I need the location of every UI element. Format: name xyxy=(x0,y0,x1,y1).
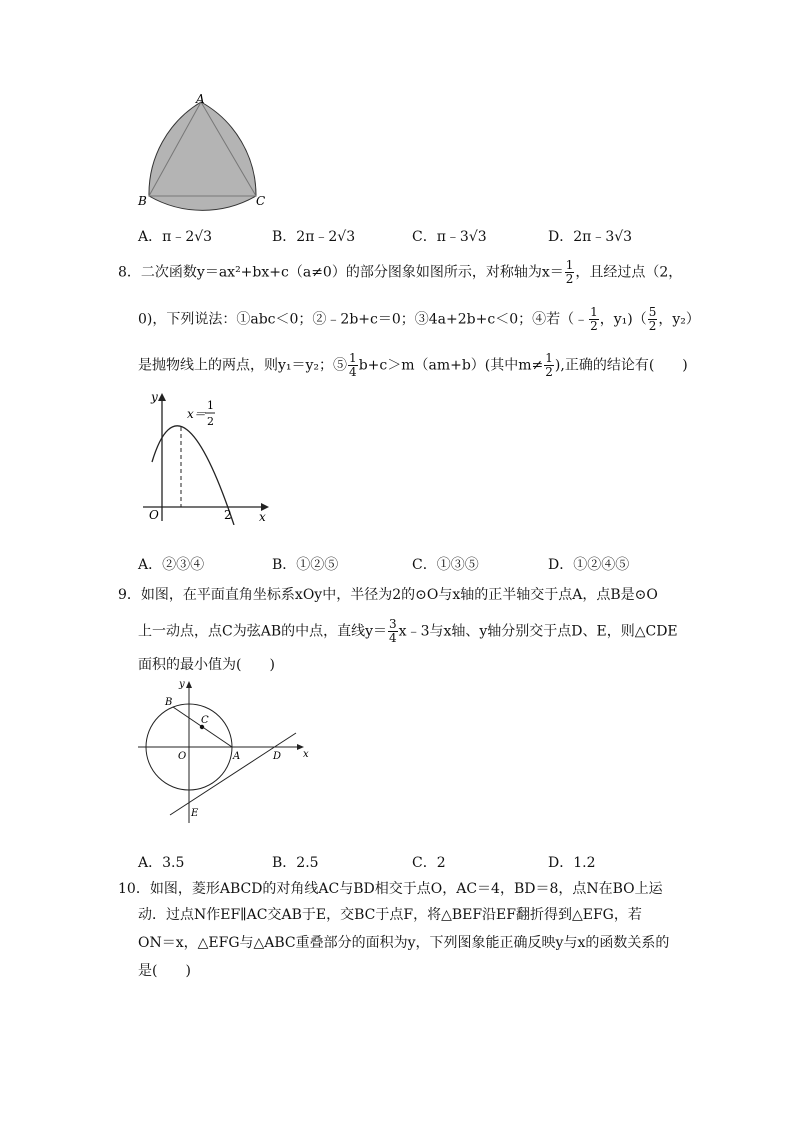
q8-option-c[interactable]: C．①③⑤ xyxy=(412,557,479,573)
q9-line-2: 上一动点，点C为弦AB的中点，直线y＝ $\frac{3}{4}$ x﹣3与x轴、y轴分别交于点D、E，则△CDE xyxy=(138,617,678,645)
label-o: O xyxy=(178,751,187,762)
label-origin: O xyxy=(149,508,159,522)
label-a: A xyxy=(196,92,205,106)
q9-option-c[interactable]: C．2 xyxy=(412,855,446,871)
label-axis-eq: x＝ xyxy=(187,407,206,421)
circle-line-figure xyxy=(130,675,315,825)
label-x: x xyxy=(303,749,309,760)
fraction-one-half: $\frac{1}{2}$ xyxy=(590,305,598,333)
label-b: B xyxy=(165,697,173,708)
q9-option-a[interactable]: A．3.5 xyxy=(138,855,185,871)
q10-line-2: 动．过点N作EF∥AC交AB于E，交BC于点F，将△BEF沿EF翻折得到△EFG，若 xyxy=(138,907,642,923)
label-c: C xyxy=(201,715,209,726)
fraction-three-quarters: $\frac{3}{4}$ xyxy=(389,617,397,645)
parabola-figure xyxy=(135,385,280,525)
label-c: C xyxy=(256,194,266,208)
q8-option-b[interactable]: B．①②⑤ xyxy=(272,557,339,573)
q8-option-d[interactable]: D．①②④⑤ xyxy=(548,557,630,573)
q7-options xyxy=(138,226,698,248)
parabola-curve xyxy=(152,426,234,525)
fraction-five-halves: $\frac{5}{2}$ xyxy=(648,305,657,333)
q9-options xyxy=(138,852,698,874)
label-b: B xyxy=(138,194,147,208)
q9-line-1: 9．如图，在平面直角坐标系xOy中，半径为2的⊙O与x轴的正半轴交于点A，点B是⊙O xyxy=(118,587,658,603)
fraction-one-half: $\frac{1}{2}$ xyxy=(545,351,553,379)
label-two: 2 xyxy=(224,508,232,522)
q8-line-1: 8．二次函数y＝ax²+bx+c（a≠0）的部分图象如图所示，对称轴为x＝ $\frac{1}{2}$ ，且经过点（2， xyxy=(118,258,683,286)
q9-option-b[interactable]: B．2.5 xyxy=(272,855,319,871)
reuleaux-triangle-figure xyxy=(130,90,280,215)
label-d: D xyxy=(273,751,282,762)
q9-line-3: 面积的最小值为( ) xyxy=(138,657,275,673)
q8-line-2: 0)，下列说法：①abc＜0；②﹣2b+c＝0；③4a+2b+c＜0；④若（﹣ $\frac{1}{2}$ ，y₁)（ $\frac{5}{2}$ ，y₂） xyxy=(138,305,700,333)
q8-line-3: 是抛物线上的两点，则y₁＝y₂；⑤ $\frac{1}{4}$ b+c＞m（am+b）(其中m≠ $\frac{1}{2}$ ),正确的结论有( ) xyxy=(138,351,688,379)
label-e: E xyxy=(191,808,199,819)
label-axis-den: 2 xyxy=(207,415,214,428)
q8-number: 8． xyxy=(118,264,141,281)
q7-option-a[interactable]: A．π﹣2√3 xyxy=(138,229,213,245)
q9-option-d[interactable]: D．1.2 xyxy=(548,855,596,871)
q7-option-c[interactable]: C．π﹣3√3 xyxy=(412,229,487,245)
q7-option-d[interactable]: D．2π﹣3√3 xyxy=(548,229,633,245)
label-x: x xyxy=(259,510,266,524)
q9-number: 9． xyxy=(118,587,141,603)
q8-options xyxy=(138,554,698,576)
y-axis-arrow-icon xyxy=(186,681,192,688)
q7-option-b[interactable]: B．2π﹣2√3 xyxy=(272,229,356,245)
label-y: y xyxy=(179,679,185,690)
fraction-one-half: $\frac{1}{2}$ xyxy=(565,258,574,286)
fraction-one-quarter: $\frac{1}{4}$ xyxy=(349,351,357,379)
label-axis-num: 1 xyxy=(207,399,214,412)
label-a: A xyxy=(233,751,241,762)
q10-line-3: ON＝x，△EFG与△ABC重叠部分的面积为y，下列图象能正确反映y与x的函数关系的 xyxy=(138,935,670,951)
q10-number: 10． xyxy=(118,881,150,897)
q10-line-4: 是( ) xyxy=(138,963,191,979)
reuleaux-shape xyxy=(149,102,256,210)
y-axis-arrow-icon xyxy=(158,393,166,401)
q10-line-1: 10．如图，菱形ABCD的对角线AC与BD相交于点O，AC＝4，BD＝8，点N在BO上运 xyxy=(118,881,663,897)
label-y: y xyxy=(151,390,158,404)
q8-option-a[interactable]: A．②③④ xyxy=(138,557,205,573)
